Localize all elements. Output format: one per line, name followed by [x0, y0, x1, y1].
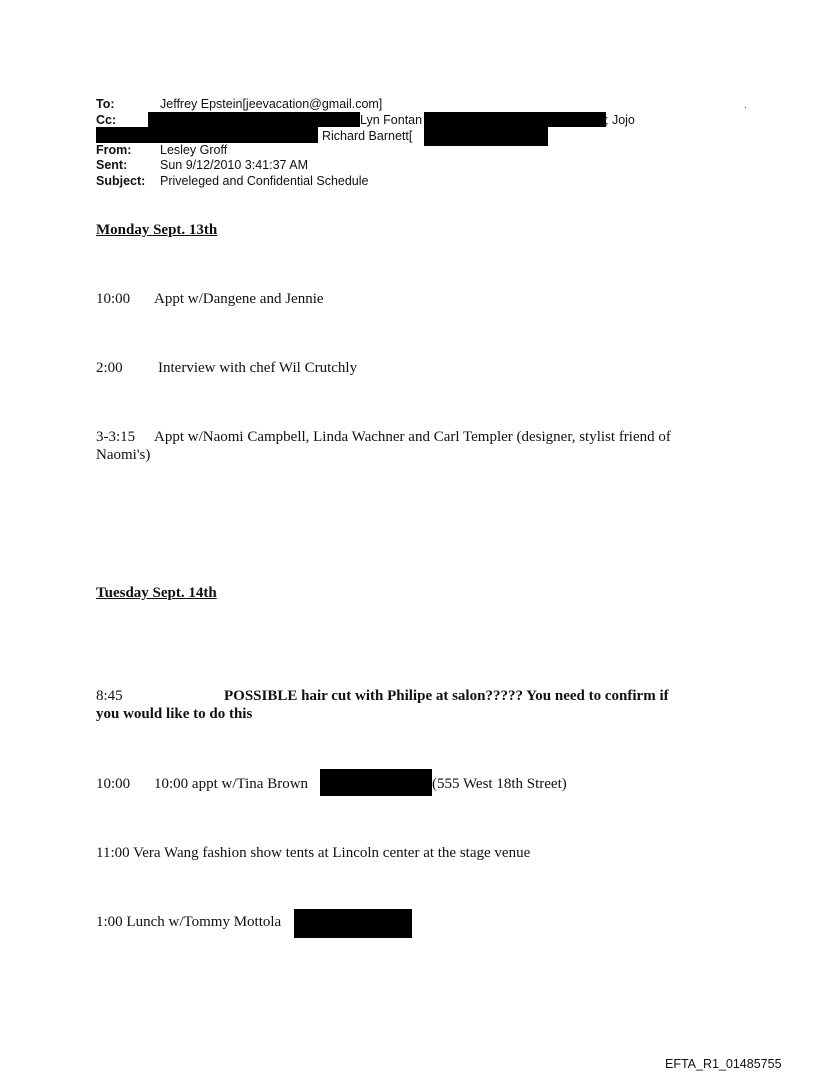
schedule-entry-continued: you would like to do this — [96, 706, 253, 722]
schedule-entry: Appt w/Dangene and Jennie — [154, 291, 324, 307]
subject-label: Subject: — [96, 174, 146, 188]
schedule-time: 8:45 — [96, 688, 123, 704]
document-id: EFTA_R1_01485755 — [665, 1057, 782, 1071]
cc-label: Cc: — [96, 113, 117, 127]
schedule-entry-continued: Naomi's) — [96, 447, 151, 463]
schedule-time: 3-3:15 — [96, 429, 136, 445]
cc-fragment-2: ; Jojo — [605, 113, 635, 127]
to-label: To: — [96, 97, 115, 111]
sent-label: Sent: — [96, 158, 128, 172]
day-heading-monday: Monday Sept. 13th — [96, 222, 218, 238]
schedule-entry-address: (555 West 18th Street) — [432, 776, 567, 792]
schedule-entry: 11:00 Vera Wang fashion show tents at Lincoln center at the stage venue — [96, 845, 531, 861]
from-value: Lesley Groff — [160, 143, 228, 157]
subject-value: Priveleged and Confidential Schedule — [160, 174, 369, 188]
day-heading-tuesday: Tuesday Sept. 14th — [96, 585, 217, 601]
cc-redaction-2 — [424, 112, 606, 127]
schedule-entry: Interview with chef Wil Crutchly — [158, 360, 358, 376]
contact-redaction — [294, 909, 412, 938]
schedule-entry: 1:00 Lunch w/Tommy Mottola — [96, 914, 282, 930]
cc-redaction-1 — [148, 112, 360, 127]
schedule-time: 10:00 — [96, 291, 131, 307]
cc-redaction-3 — [96, 127, 318, 143]
schedule-entry: Appt w/Naomi Campbell, Linda Wachner and Carl Templer (designer, stylist friend of — [154, 429, 671, 445]
margin-mark: . — [744, 100, 747, 111]
sent-value: Sun 9/12/2010 3:41:37 AM — [160, 158, 309, 172]
cc-redaction-4 — [424, 127, 548, 146]
schedule-entry: POSSIBLE hair cut with Philipe at salon????? You need to confirm if — [224, 688, 669, 704]
from-label: From: — [96, 143, 132, 157]
address-redaction — [320, 769, 432, 796]
schedule-entry: 10:00 appt w/Tina Brown — [154, 776, 309, 792]
cc-fragment-1: Lyn Fontan — [360, 113, 423, 127]
schedule-time: 2:00 — [96, 360, 123, 376]
cc-fragment-3: Richard Barnett[ — [322, 129, 413, 143]
to-value: Jeffrey Epstein[jeevacation@gmail.com] — [160, 97, 383, 111]
schedule-time: 10:00 — [96, 776, 131, 792]
